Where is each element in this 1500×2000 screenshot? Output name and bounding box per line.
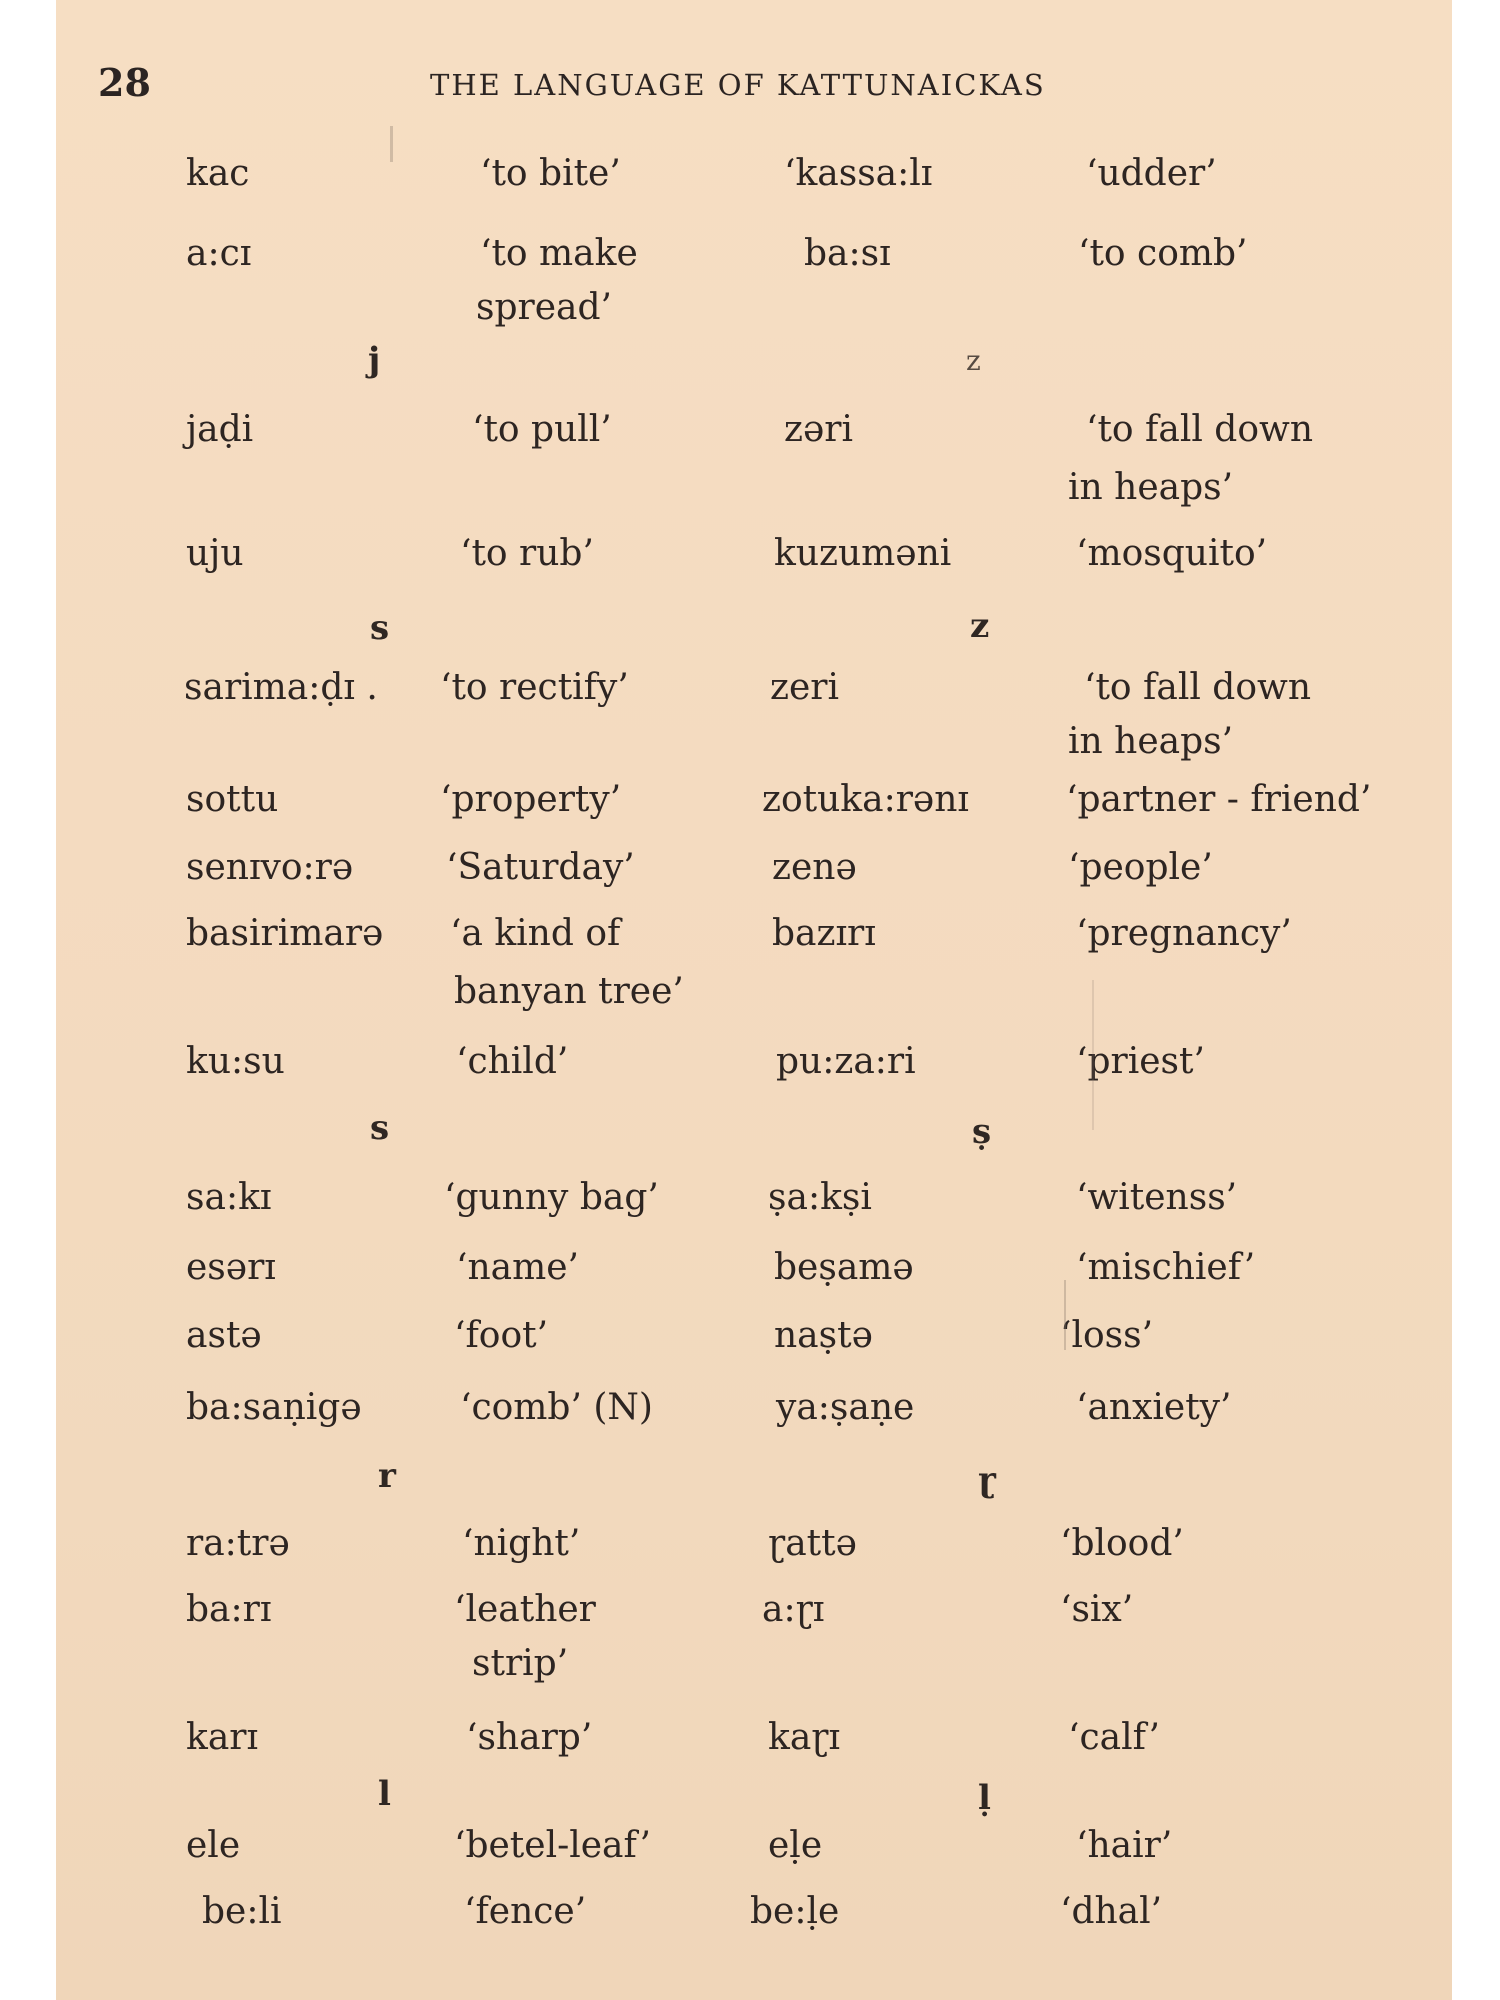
gloss-left: ‘to rectify’: [440, 667, 629, 708]
section-letter-s-2: s: [370, 1108, 390, 1148]
word-right: bazɪrɪ: [772, 913, 876, 954]
table-row: [56, 526, 1452, 586]
gloss-right: ‘partner - friend’: [1066, 779, 1372, 820]
table-row: [56, 1516, 1452, 1576]
gloss-left: ‘leather: [454, 1589, 596, 1630]
running-head: THE LANGUAGE OF KATTUNAICKAS: [430, 68, 1046, 102]
word-left: sottu: [186, 779, 279, 820]
table-row: [56, 280, 1452, 340]
gloss-left: ‘gunny bag’: [444, 1177, 659, 1218]
table-row: [56, 1636, 1452, 1696]
page-number: 28: [98, 60, 151, 105]
gloss-left: ‘sharp’: [466, 1717, 593, 1758]
bleed-mark: [390, 126, 393, 162]
word-left: kac: [186, 153, 250, 194]
word-left: ba:rɪ: [186, 1589, 272, 1630]
gloss-left: ‘to bite’: [480, 153, 621, 194]
table-row: [56, 1034, 1452, 1094]
table-row: [56, 1308, 1452, 1368]
gloss-right: in heaps’: [1068, 721, 1234, 762]
word-left: ku:su: [186, 1041, 285, 1082]
gloss-left: ‘to rub’: [460, 533, 594, 574]
word-right: ya:ṣaṇe: [776, 1387, 915, 1428]
section-letter-l-retroflex: ḷ: [978, 1778, 991, 1818]
word-right: kaɽɪ: [768, 1717, 840, 1758]
word-left: esərɪ: [186, 1247, 276, 1288]
gloss-left: ‘to pull’: [472, 409, 612, 450]
gloss-right: ‘hair’: [1076, 1825, 1173, 1866]
gloss-right: ‘priest’: [1076, 1041, 1205, 1082]
table-row: [56, 840, 1452, 900]
gloss-right: ‘mosquito’: [1076, 533, 1268, 574]
section-letter-l: l: [378, 1774, 391, 1814]
word-right: zotuka:rənɪ: [762, 779, 969, 820]
table-row: [56, 1380, 1452, 1440]
table-row: [56, 772, 1452, 832]
word-right: zenə: [772, 847, 857, 888]
word-left: be:li: [202, 1891, 282, 1932]
gloss-right: ‘loss’: [1060, 1315, 1154, 1356]
gloss-left: ‘fence’: [464, 1891, 587, 1932]
word-left: ele: [186, 1825, 241, 1866]
gloss-left: ‘to make: [480, 233, 638, 274]
table-row: [56, 1170, 1452, 1230]
gloss-left: ‘Saturday’: [446, 847, 635, 888]
gloss-left: ‘child’: [456, 1041, 569, 1082]
word-left: uju: [186, 533, 244, 574]
word-right: ‘kassa:lɪ: [784, 153, 933, 194]
gloss-left: ‘name’: [456, 1247, 579, 1288]
word-left: astə: [186, 1315, 262, 1356]
table-row: [56, 964, 1452, 1024]
gloss-right: ‘mischief’: [1076, 1247, 1256, 1288]
gloss-left: ‘foot’: [454, 1315, 549, 1356]
word-right: ba:sɪ: [804, 233, 891, 274]
word-left: ba:saṇigə: [186, 1387, 362, 1428]
word-right: beṣamə: [774, 1247, 914, 1288]
table-row: [56, 1582, 1452, 1642]
word-right: kuzuməni: [774, 533, 952, 574]
gloss-left: spread’: [476, 287, 612, 328]
gloss-right: ‘witenss’: [1076, 1177, 1238, 1218]
gloss-right: in heaps’: [1068, 467, 1234, 508]
section-letter-z-2: z: [970, 606, 990, 646]
gloss-right: ‘to fall down: [1084, 667, 1312, 708]
gloss-right: ‘anxiety’: [1076, 1387, 1232, 1428]
gloss-right: ‘dhal’: [1060, 1891, 1163, 1932]
word-right: eḷe: [768, 1825, 823, 1866]
section-letter-r: r: [378, 1456, 396, 1496]
book-page: [56, 0, 1452, 2000]
gloss-left: ‘night’: [462, 1523, 581, 1564]
bleed-mark: [1092, 980, 1094, 1130]
gloss-right: ‘six’: [1060, 1589, 1134, 1630]
word-left: sarima:ḍɪ .: [184, 667, 378, 708]
word-right: a:ɽɪ: [762, 1589, 825, 1630]
word-left: sa:kɪ: [186, 1177, 272, 1218]
gloss-right: ‘udder’: [1086, 153, 1217, 194]
gloss-right: ‘people’: [1068, 847, 1213, 888]
section-letter-j: j: [368, 340, 381, 380]
table-row: [56, 1884, 1452, 1944]
table-row: [56, 906, 1452, 966]
word-left: senɪvo:rə: [186, 847, 354, 888]
word-left: a:cɪ: [186, 233, 252, 274]
section-letter-r-retroflex: ɽ: [978, 1460, 996, 1500]
word-right: zeri: [770, 667, 839, 708]
table-row: [56, 226, 1452, 286]
word-left: karɪ: [186, 1717, 258, 1758]
table-row: [56, 146, 1452, 206]
section-letter-s: s: [370, 608, 390, 648]
gloss-right: ‘calf’: [1068, 1717, 1161, 1758]
gloss-right: ‘pregnancy’: [1076, 913, 1292, 954]
gloss-right: ‘blood’: [1060, 1523, 1184, 1564]
word-right: ɽattə: [768, 1523, 857, 1564]
gloss-left: strip’: [472, 1643, 569, 1684]
word-left: basirimarə: [186, 913, 384, 954]
word-right: ṣa:kṣi: [768, 1177, 872, 1218]
word-right: pu:za:ri: [776, 1041, 916, 1082]
gloss-left: banyan tree’: [454, 971, 684, 1012]
table-row: [56, 402, 1452, 462]
word-left: ra:trə: [186, 1523, 290, 1564]
table-row: [56, 1240, 1452, 1300]
word-right: zəri: [784, 409, 853, 450]
table-row: [56, 714, 1452, 774]
word-right: be:ḷe: [750, 1891, 840, 1932]
word-left: jaḍi: [186, 409, 254, 450]
section-letter-s-dot: ṣ: [972, 1112, 992, 1152]
table-row: [56, 1818, 1452, 1878]
gloss-left: ‘betel-leaf’: [454, 1825, 651, 1866]
table-row: [56, 660, 1452, 720]
word-right: naṣtə: [774, 1315, 873, 1356]
table-row: [56, 1710, 1452, 1770]
section-letter-z: z: [966, 344, 981, 377]
table-row: [56, 460, 1452, 520]
gloss-right: ‘to fall down: [1086, 409, 1314, 450]
gloss-left: ‘comb’ (N): [460, 1387, 653, 1428]
gloss-left: ‘a kind of: [450, 913, 621, 954]
gloss-right: ‘to comb’: [1078, 233, 1248, 274]
bleed-mark: [1064, 1280, 1066, 1350]
gloss-left: ‘property’: [440, 779, 622, 820]
